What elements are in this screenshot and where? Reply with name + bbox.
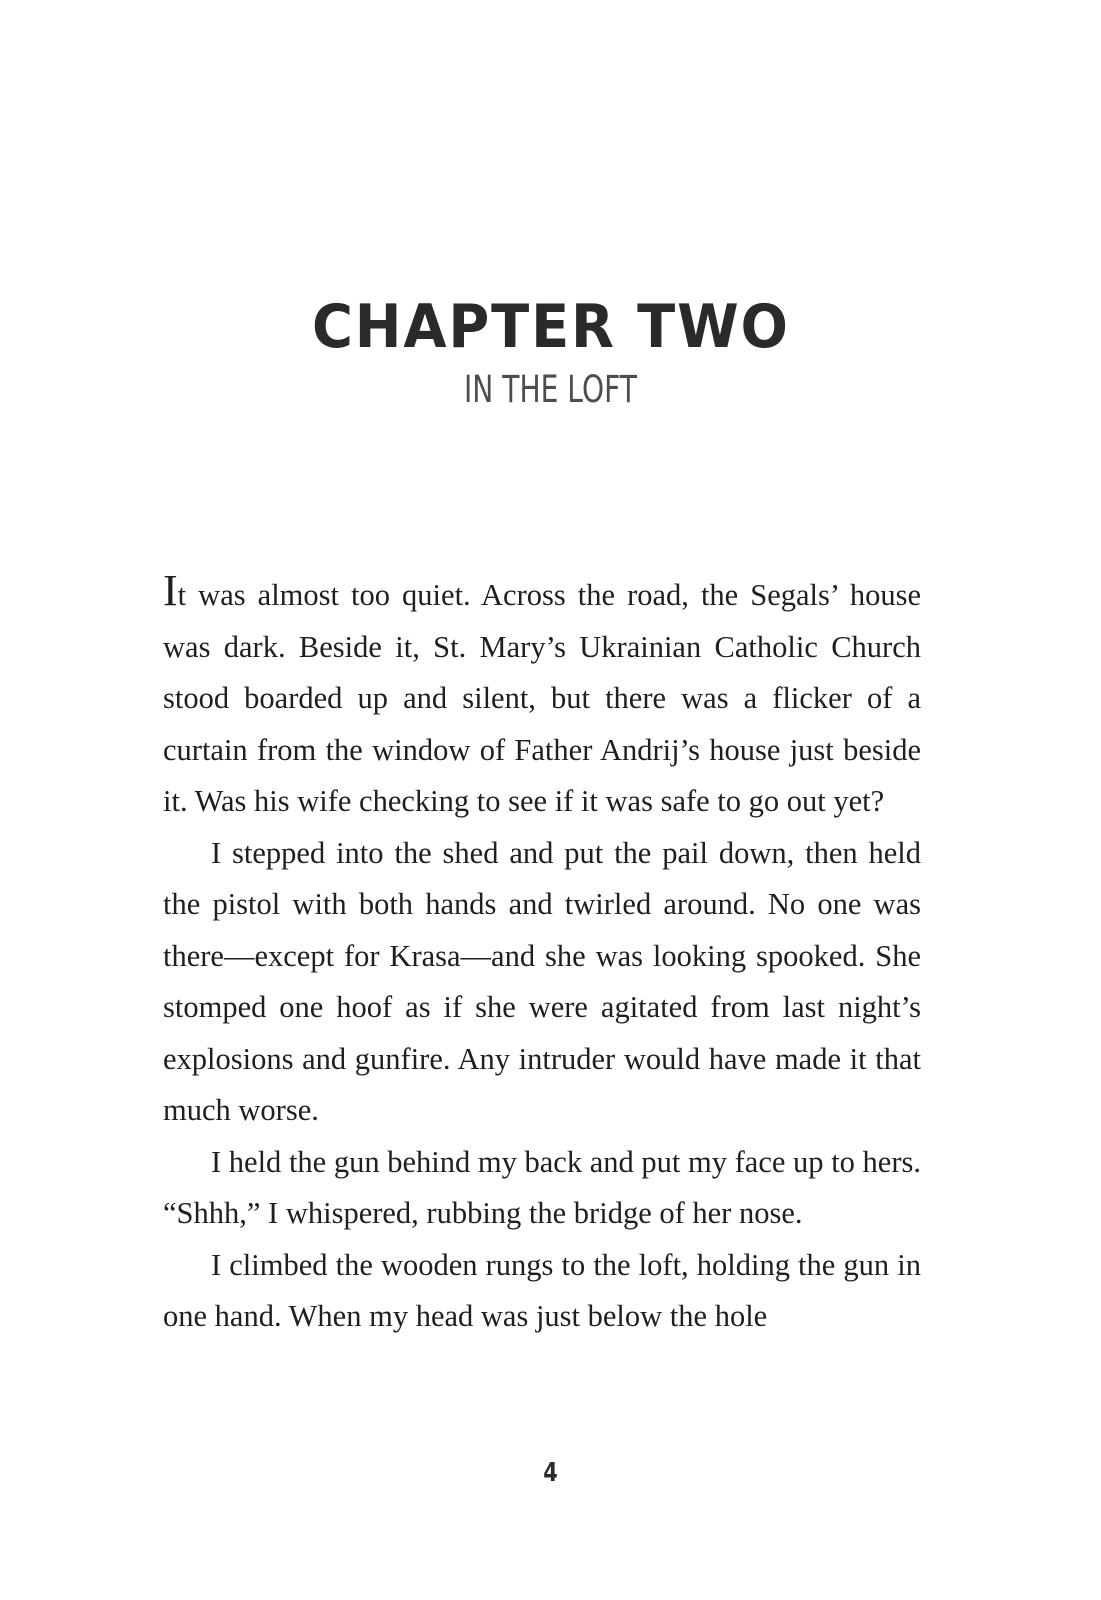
chapter-title: CHAPTER TWO xyxy=(311,292,790,362)
paragraph-3: I held the gun behind my back and put my face up to hers. “Shhh,” I whispered, rubbing the bridge of her nose. xyxy=(163,1144,921,1230)
paragraph-4: I climbed the wooden rungs to the loft, holding the gun in one hand. When my head was just below the hole xyxy=(163,1247,921,1333)
chapter-subtitle: IN THE LOFT xyxy=(464,368,637,411)
chapter-heading xyxy=(0,292,1101,412)
paragraph-2: I stepped into the shed and put the pail down, then held the pistol with both hands and twirled around. No one was there—except for Krasa—and she was looking spooked. She stomped one hoof as if she were agitated from last night’s explosions and gunfire. Any intruder would have made it that much worse. xyxy=(163,835,921,1127)
paragraph-1 xyxy=(163,566,921,828)
paragraph-1-text: t was almost too quiet. Across the road, the Segals’ house was dark. Beside it, St. Mary’s Ukrainian Catholic Church stood boarded up and silent, but there was a flicker of a curtain from the window of Father Andrij’s house just beside it. Was his wife checking to see if it was safe to go out yet? xyxy=(163,578,921,818)
page-number: 4 xyxy=(543,1458,558,1488)
drop-cap: I xyxy=(163,566,178,615)
chapter-body xyxy=(163,566,921,1343)
